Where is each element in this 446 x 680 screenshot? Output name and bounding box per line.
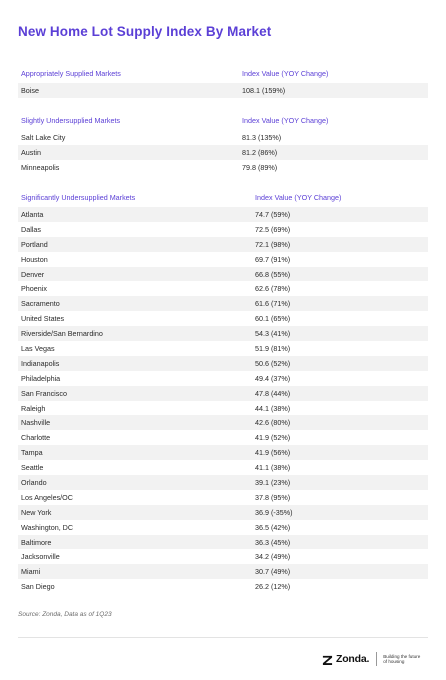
market-name: Washington, DC: [21, 522, 74, 532]
table-row: [18, 505, 428, 520]
index-value: 66.8 (55%): [255, 269, 291, 279]
footer-divider: [18, 637, 428, 638]
table-row: [18, 267, 428, 282]
index-value: 37.8 (95%): [255, 492, 291, 502]
market-name: Indianapolis: [21, 358, 60, 368]
market-name: Houston: [21, 254, 48, 264]
market-rows: [18, 130, 428, 175]
market-name: Charlotte: [21, 433, 51, 443]
brand-tagline: Building the future of housing: [383, 653, 421, 664]
index-value: 39.1 (23%): [255, 477, 291, 487]
index-value: 72.1 (98%): [255, 239, 291, 249]
table-row: [18, 579, 428, 594]
table-row: [18, 371, 428, 386]
index-value: 36.3 (45%): [255, 537, 291, 547]
market-name: Austin: [21, 147, 41, 157]
table-row: [18, 326, 428, 341]
brand-footer: [322, 652, 425, 666]
index-value: 54.3 (41%): [255, 329, 291, 339]
market-name: United States: [21, 314, 65, 324]
brand-separator: [376, 652, 377, 666]
table-row: [18, 401, 428, 416]
index-value: 42.6 (80%): [255, 418, 291, 428]
market-name: Seattle: [21, 463, 44, 473]
index-value: 69.7 (91%): [255, 254, 291, 264]
market-name: Denver: [21, 269, 45, 279]
section-header: [18, 190, 428, 204]
section-header: [18, 113, 428, 127]
market-name: Portland: [21, 239, 48, 249]
market-name: Los Angeles/OC: [21, 492, 73, 502]
market-name: Dallas: [21, 224, 41, 234]
index-value: 50.6 (52%): [255, 358, 291, 368]
index-value: 61.6 (71%): [255, 299, 291, 309]
index-value: 108.1 (159%): [242, 85, 286, 95]
section-header: [18, 66, 428, 80]
page-title: New Home Lot Supply Index By Market: [18, 24, 272, 39]
table-row: [18, 549, 428, 564]
index-value: 26.2 (12%): [255, 582, 291, 592]
index-value: 30.7 (49%): [255, 567, 291, 577]
market-name: San Francisco: [21, 388, 67, 398]
section-appropriately-supplied: [18, 66, 428, 98]
table-row: [18, 445, 428, 460]
table-row: [18, 430, 428, 445]
market-rows: [18, 207, 428, 594]
table-row: [18, 145, 428, 160]
market-name: Riverside/San Bernardino: [21, 329, 103, 339]
index-value: 72.5 (69%): [255, 224, 291, 234]
table-row: [18, 207, 428, 222]
value-column-header: Index Value (YOY Change): [242, 68, 329, 78]
table-row: [18, 83, 428, 98]
index-value: 41.1 (38%): [255, 463, 291, 473]
index-value: 36.5 (42%): [255, 522, 291, 532]
table-row: [18, 415, 428, 430]
zonda-logo-icon: [322, 654, 333, 665]
market-name: Raleigh: [21, 403, 46, 413]
index-value: 41.9 (56%): [255, 448, 291, 458]
table-row: [18, 564, 428, 579]
market-name: Minneapolis: [21, 162, 60, 172]
market-name: Salt Lake City: [21, 132, 66, 142]
market-column-header: Significantly Undersupplied Markets: [21, 192, 136, 202]
value-column-header: Index Value (YOY Change): [255, 192, 342, 202]
table-row: [18, 296, 428, 311]
market-name: Baltimore: [21, 537, 52, 547]
source-note: Source: Zonda, Data as of 1Q23: [18, 611, 112, 618]
market-name: Miami: [21, 567, 41, 577]
index-value: 34.2 (49%): [255, 552, 291, 562]
market-name: Sacramento: [21, 299, 60, 309]
index-value: 74.7 (59%): [255, 209, 291, 219]
brand-name: Zonda.: [336, 653, 370, 665]
table-row: [18, 475, 428, 490]
table-row: [18, 160, 428, 175]
index-value: 36.9 (-35%): [255, 507, 293, 517]
market-name: Phoenix: [21, 284, 47, 294]
index-value: 44.1 (38%): [255, 403, 291, 413]
table-row: [18, 281, 428, 296]
index-value: 49.4 (37%): [255, 373, 291, 383]
table-row: [18, 341, 428, 356]
table-row: [18, 237, 428, 252]
index-value: 51.9 (81%): [255, 343, 291, 353]
market-name: Nashville: [21, 418, 51, 428]
table-row: [18, 311, 428, 326]
market-name: Las Vegas: [21, 343, 55, 353]
section-slightly-undersupplied: [18, 113, 428, 175]
index-value: 81.2 (86%): [242, 147, 278, 157]
market-name: San Diego: [21, 582, 55, 592]
market-name: New York: [21, 507, 52, 517]
index-value: 47.8 (44%): [255, 388, 291, 398]
table-row: [18, 222, 428, 237]
index-value: 79.8 (89%): [242, 162, 278, 172]
table-row: [18, 252, 428, 267]
table-row: [18, 356, 428, 371]
table-row: [18, 386, 428, 401]
index-value: 41.9 (52%): [255, 433, 291, 443]
market-column-header: Appropriately Supplied Markets: [21, 68, 121, 78]
market-name: Philadelphia: [21, 373, 61, 383]
market-name: Tampa: [21, 448, 43, 458]
market-name: Jacksonville: [21, 552, 60, 562]
table-row: [18, 490, 428, 505]
market-rows: [18, 83, 428, 98]
section-significantly-undersupplied: [18, 190, 428, 594]
market-column-header: Slightly Undersupplied Markets: [21, 115, 121, 125]
table-row: [18, 460, 428, 475]
table-row: [18, 130, 428, 145]
index-value: 60.1 (65%): [255, 314, 291, 324]
table-row: [18, 520, 428, 535]
table-row: [18, 535, 428, 550]
value-column-header: Index Value (YOY Change): [242, 115, 329, 125]
market-name: Orlando: [21, 477, 47, 487]
index-value: 62.6 (78%): [255, 284, 291, 294]
market-name: Boise: [21, 85, 39, 95]
index-value: 81.3 (135%): [242, 132, 282, 142]
market-name: Atlanta: [21, 209, 44, 219]
